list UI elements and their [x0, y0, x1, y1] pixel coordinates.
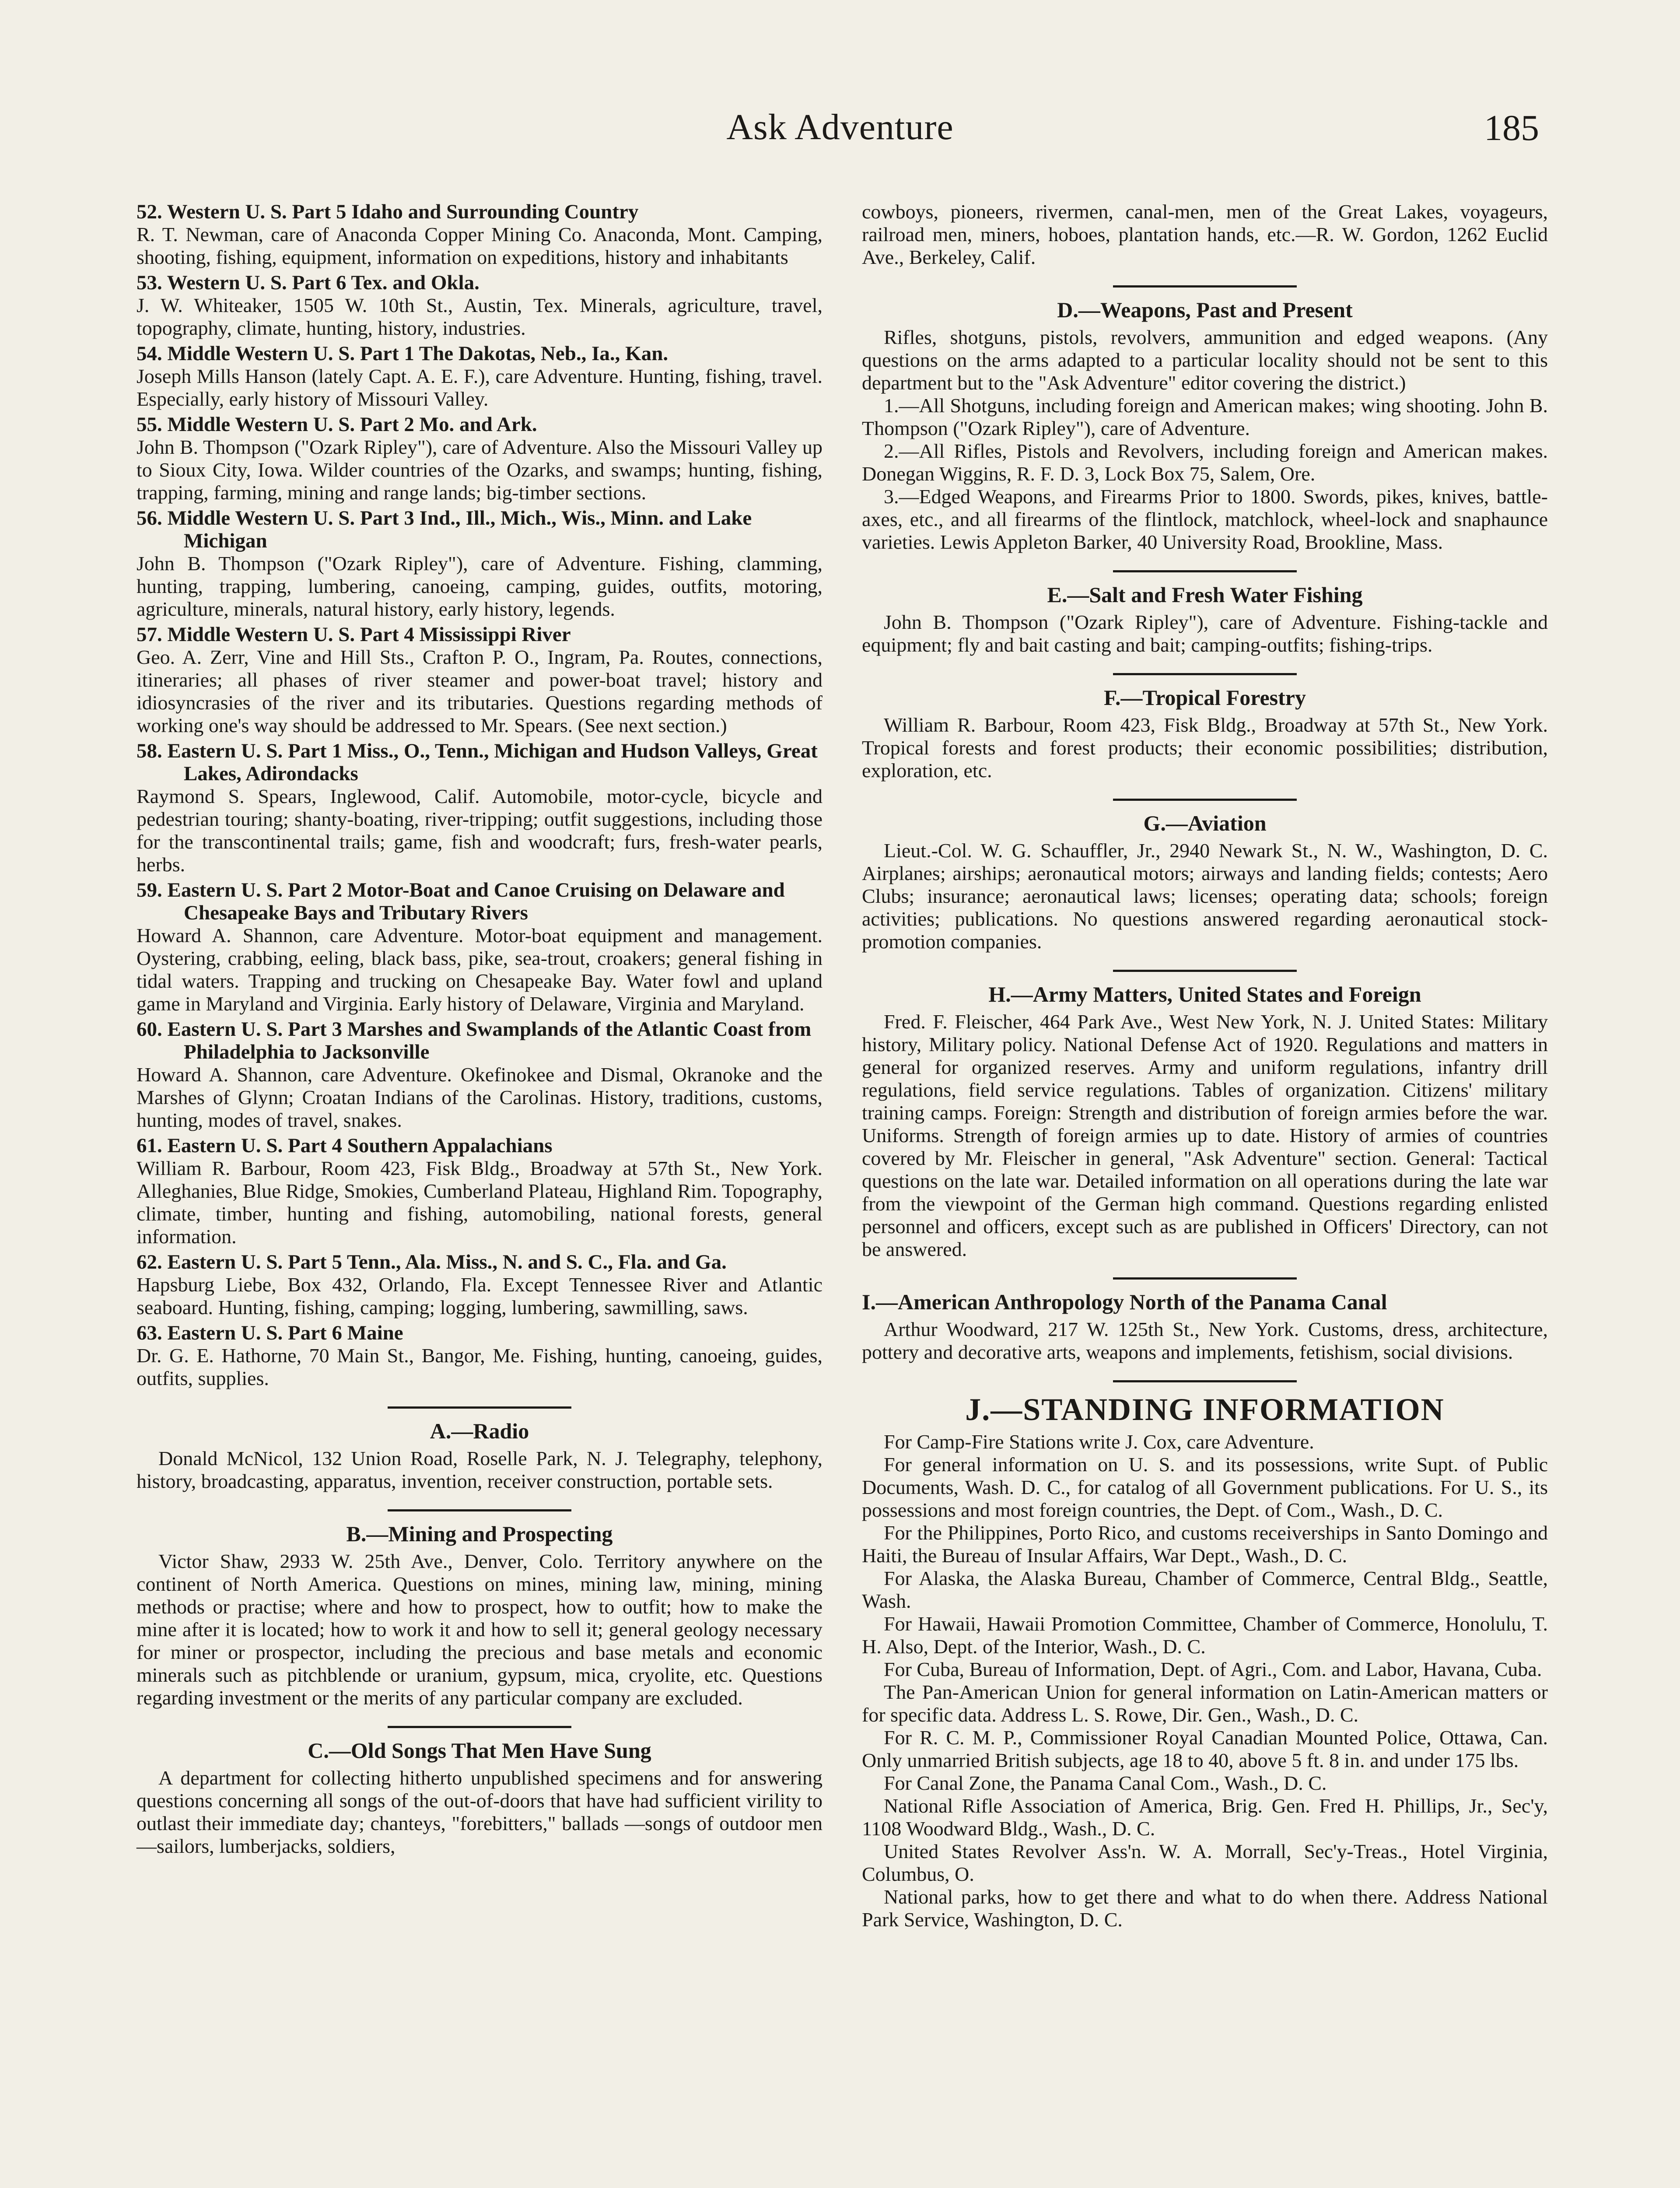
- section-divider: [1113, 673, 1297, 675]
- section-divider: [388, 1726, 571, 1728]
- entry-heading: 59. Eastern U. S. Part 2 Motor-Boat and Canoe Cruising on Delaware and Chesapeake Bays and Tributary Rivers: [136, 879, 785, 924]
- regional-entry: [136, 200, 822, 269]
- entry-heading: 52. Western U. S. Part 5 Idaho and Surrounding Country: [136, 200, 639, 223]
- regional-entry: [136, 413, 822, 504]
- section-paragraph: National parks, how to get there and what to do when there. Address National Park Service, Washington, D. C.: [862, 1886, 1548, 1931]
- section-paragraph: For R. C. M. P., Commissioner Royal Canadian Mounted Police, Ottawa, Can. Only unmarried British subjects, age 18 to 40, above 5 ft. 8 in. and under 175 lbs.: [862, 1726, 1548, 1771]
- entry-body: Geo. A. Zerr, Vine and Hill Sts., Crafton P. O., Ingram, Pa. Routes, connections, itineraries; all phases of river steamer and power-boat travel; history and idiosyncrasies of the river and its tributaries. Questions regarding methods of working one's way should be addressed to Mr. Spears. (See next section.): [136, 646, 822, 736]
- section-paragraph: Fred. F. Fleischer, 464 Park Ave., West New York, N. J. United States: Military history, Military policy. National Defense Act of 1920. Regulations and matters in general for organized reserves. Army and uniform regulations, infantry drill regulations, field service regulations. Tables of organization. Citizens' military training camps. Foreign: Strength and distribution of foreign armies before the war. Uniforms. Strength of foreign armies up to date. History of armies of countries covered by Mr. Fleischer in general, "Ask Adventure" section. General: Tactical questions on the late war. Detailed information on all operations during the late war from the viewpoint of the German high command. Questions regarding enlisted personnel and officers, except such as are published in Officers' Directory, can not be answered.: [862, 1010, 1548, 1260]
- entry-body: Howard A. Shannon, care Adventure. Motor-boat equipment and management. Oystering, crabbing, eeling, black bass, pike, sea-trout, croakers; general fishing in tidal waters. Trapping and trucking on Chesapeake Bay. Water fowl and upland game in Maryland and Virginia. Early history of Delaware, Virginia and Maryland.: [136, 924, 822, 1015]
- section-title: C.—Old Songs That Men Have Sung: [308, 1738, 651, 1763]
- entry-heading: 54. Middle Western U. S. Part 1 The Dakotas, Neb., Ia., Kan.: [136, 342, 668, 365]
- page-number: 185: [1484, 108, 1539, 148]
- topic-section: [862, 570, 1548, 656]
- section-divider: [1113, 285, 1297, 288]
- regional-entry: [136, 623, 822, 737]
- continuation-text: [862, 200, 1548, 269]
- regional-entry: [136, 271, 822, 340]
- regional-entry: [136, 1018, 822, 1132]
- section-paragraph: John B. Thompson ("Ozark Ripley"), care of Adventure. Fishing-tackle and equipment; fly and bait casting and bait; camping-outfits; fishing-trips.: [862, 611, 1548, 656]
- left-column: [136, 200, 822, 1860]
- section-paragraph: For general information on U. S. and its possessions, write Supt. of Public Documents, Wash. D. C., for catalog of all Government publications. For U. S., its possessions and most foreign countries, the Dept. of Com., Wash., D. C.: [862, 1453, 1548, 1521]
- regional-entry: [136, 879, 822, 1015]
- section-divider: [388, 1509, 571, 1511]
- topic-section: [862, 799, 1548, 953]
- section-paragraph: For Camp-Fire Stations write J. Cox, care Adventure.: [884, 1431, 1314, 1453]
- topic-section: [136, 1726, 822, 1858]
- section-divider: [1113, 970, 1297, 972]
- entry-body: Hapsburg Liebe, Box 432, Orlando, Fla. Except Tennessee River and Atlantic seaboard. Hunting, fishing, camping; logging, lumbering, sawmilling, saws.: [136, 1273, 822, 1318]
- entry-heading: 60. Eastern U. S. Part 3 Marshes and Swamplands of the Atlantic Coast from Philadelphia to Jacksonville: [136, 1018, 812, 1063]
- section-title: A.—Radio: [430, 1419, 529, 1443]
- section-paragraph: National Rifle Association of America, Brig. Gen. Fred H. Phillips, Jr., Sec'y, 1108 Woodward Bldg., Wash., D. C.: [862, 1795, 1548, 1840]
- entry-heading: 56. Middle Western U. S. Part 3 Ind., Ill., Mich., Wis., Minn. and Lake Michigan: [136, 507, 752, 552]
- section-title: D.—Weapons, Past and Present: [1057, 298, 1353, 322]
- entry-body: William R. Barbour, Room 423, Fisk Bldg., Broadway at 57th St., New York. Alleghanies, Blue Ridge, Smokies, Cumberland Plateau, Highland Rim. Topography, climate, timber, hunting and fishing, automobiling, national forests, general information.: [136, 1157, 822, 1248]
- entry-body: John B. Thompson ("Ozark Ripley"), care of Adventure. Fishing, clamming, hunting, trapping, lumbering, canoeing, camping, guides, outfits, motoring, agriculture, minerals, natural history, early history, legends.: [136, 552, 822, 620]
- topic-sections-right: [862, 285, 1548, 1931]
- regional-entry: [136, 740, 822, 876]
- section-paragraph: 2.—All Rifles, Pistols and Revolvers, including foreign and American makes. Donegan Wiggins, R. F. D. 3, Lock Box 75, Salem, Ore.: [862, 440, 1548, 485]
- section-paragraph: For Cuba, Bureau of Information, Dept. of Agri., Com. and Labor, Havana, Cuba.: [884, 1658, 1542, 1680]
- section-title: G.—Aviation: [1143, 811, 1267, 835]
- topic-section: [136, 1406, 822, 1493]
- entry-body: R. T. Newman, care of Anaconda Copper Mining Co. Anaconda, Mont. Camping, shooting, fishing, equipment, information on expeditions, history and inhabitants: [136, 223, 822, 268]
- section-title: F.—Tropical Forestry: [1104, 685, 1306, 710]
- page-title: Ask Adventure: [726, 107, 954, 147]
- entry-heading: 61. Eastern U. S. Part 4 Southern Appalachians: [136, 1134, 553, 1157]
- section-paragraph: The Pan-American Union for general information on Latin-American matters or for specific data. Address L. S. Rowe, Dir. Gen., Wash., D. C.: [862, 1681, 1548, 1726]
- section-paragraph: United States Revolver Ass'n. W. A. Morrall, Sec'y-Treas., Hotel Virginia, Columbus, O.: [862, 1840, 1548, 1885]
- section-paragraph: Lieut.-Col. W. G. Schauffler, Jr., 2940 Newark St., N. W., Washington, D. C. Airplanes; airships; aeronautical motors; airways and landing fields; contests; Aero Clubs; insurance; aeronautical laws; licenses; operating data; schools; foreign activities; publications. No questions answered regarding aeronautical stock-promotion companies.: [862, 839, 1548, 953]
- regional-entries: [136, 200, 822, 1390]
- entry-heading: 57. Middle Western U. S. Part 4 Mississippi River: [136, 623, 571, 646]
- regional-entry: [136, 342, 822, 410]
- topic-section: [862, 285, 1548, 554]
- section-title: H.—Army Matters, United States and Foreign: [988, 982, 1421, 1006]
- section-paragraph: For Hawaii, Hawaii Promotion Committee, Chamber of Commerce, Honolulu, T. H. Also, Dept. of the Interior, Wash., D. C.: [862, 1613, 1548, 1658]
- topic-section: [862, 970, 1548, 1261]
- topic-section: [862, 1380, 1548, 1931]
- regional-entry: [136, 1251, 822, 1319]
- right-column: [862, 200, 1548, 1934]
- section-paragraph: For Canal Zone, the Panama Canal Com., Wash., D. C.: [884, 1772, 1327, 1794]
- section-divider: [1113, 1380, 1297, 1382]
- topic-section: [136, 1509, 822, 1709]
- entry-body: Dr. G. E. Hathorne, 70 Main St., Bangor, Me. Fishing, hunting, canoeing, guides, outfits, supplies.: [136, 1344, 822, 1389]
- regional-entry: [136, 507, 822, 621]
- entry-body: Howard A. Shannon, care Adventure. Okefinokee and Dismal, Okranoke and the Marshes of Glynn; Croatan Indians of the Carolinas. History, traditions, customs, hunting, modes of travel, snakes.: [136, 1063, 822, 1131]
- section-title: B.—Mining and Prospecting: [346, 1522, 613, 1546]
- regional-entry: [136, 1322, 822, 1390]
- entry-heading: 55. Middle Western U. S. Part 2 Mo. and Ark.: [136, 413, 537, 436]
- section-divider: [1113, 570, 1297, 572]
- section-divider: [1113, 1277, 1297, 1280]
- section-divider: [1113, 799, 1297, 801]
- section-body: Donald McNicol, 132 Union Road, Roselle Park, N. J. Telegraphy, telephony, history, broadcasting, apparatus, invention, receiver construction, portable sets.: [136, 1447, 822, 1492]
- section-title: J.—STANDING INFORMATION: [965, 1392, 1445, 1427]
- section-paragraph: Arthur Woodward, 217 W. 125th St., New York. Customs, dress, architecture, pottery and decorative arts, weapons and implements, fetishism, social divisions.: [862, 1318, 1548, 1363]
- section-title: E.—Salt and Fresh Water Fishing: [1047, 582, 1363, 607]
- entry-body: Raymond S. Spears, Inglewood, Calif. Automobile, motor-cycle, bicycle and pedestrian touring; shanty-boating, river-tripping; outfit suggestions, including those for the transcontinental trails; game, fish and woodcraft; furs, fresh-water pearls, herbs.: [136, 785, 822, 876]
- entry-heading: 58. Eastern U. S. Part 1 Miss., O., Tenn., Michigan and Hudson Valleys, Great Lakes, Adirondacks: [136, 740, 818, 785]
- regional-entry: [136, 1134, 822, 1248]
- section-body: Victor Shaw, 2933 W. 25th Ave., Denver, Colo. Territory anywhere on the continent of North America. Questions on mines, mining law, mining, mining methods or practise; where and how to prospect, how to outfit; how to make the mine after it is located; how to work it and how to sell it; general geology necessary for miner or prospector, including the precious and base metals and economic minerals such as pitchblende or uranium, gypsum, mica, cryolite, etc. Questions regarding investment or the merits of any particular company are excluded.: [136, 1550, 822, 1709]
- section-title: I.—American Anthropology North of the Panama Canal: [862, 1290, 1387, 1314]
- entry-heading: 63. Eastern U. S. Part 6 Maine: [136, 1322, 403, 1344]
- section-body: A department for collecting hitherto unpublished specimens and for answering questions concerning all songs of the out-of-doors that have had sufficient virility to outlast their immediate day; chanteys, "forebitters," ballads —songs of outdoor men—sailors, lumberjacks, soldiers,: [136, 1767, 822, 1857]
- entry-heading: 62. Eastern U. S. Part 5 Tenn., Ala. Miss., N. and S. C., Fla. and Ga.: [136, 1251, 727, 1273]
- entry-body: Joseph Mills Hanson (lately Capt. A. E. F.), care Adventure. Hunting, fishing, travel. Especially, early history of Missouri Valley.: [136, 365, 822, 410]
- continuation-paragraph: cowboys, pioneers, rivermen, canal-men, men of the Great Lakes, voyageurs, railroad men, miners, hoboes, plantation hands, etc.—R. W. Gordon, 1262 Euclid Ave., Berkeley, Calif.: [862, 200, 1548, 268]
- section-paragraph: For Alaska, the Alaska Bureau, Chamber of Commerce, Central Bldg., Seattle, Wash.: [862, 1567, 1548, 1612]
- section-paragraph: William R. Barbour, Room 423, Fisk Bldg., Broadway at 57th St., New York. Tropical forests and forest products; their economic possibilities; distribution, exploration, etc.: [862, 714, 1548, 782]
- section-paragraph: 1.—All Shotguns, including foreign and American makes; wing shooting. John B. Thompson ("Ozark Ripley"), care of Adventure.: [862, 394, 1548, 439]
- topic-section: [862, 1277, 1548, 1364]
- section-paragraph: 3.—Edged Weapons, and Firearms Prior to 1800. Swords, pikes, knives, battle-axes, etc., and all firearms of the flintlock, matchlock, wheel-lock and snaphaunce varieties. Lewis Appleton Barker, 40 University Road, Brookline, Mass.: [862, 485, 1548, 553]
- topic-section: [862, 673, 1548, 782]
- entry-body: J. W. Whiteaker, 1505 W. 10th St., Austin, Tex. Minerals, agriculture, travel, topography, climate, hunting, history, industries.: [136, 294, 822, 339]
- topic-sections-left: [136, 1406, 822, 1858]
- section-paragraph: For the Philippines, Porto Rico, and customs receiverships in Santo Domingo and Haiti, the Bureau of Insular Affairs, War Dept., Wash., D. C.: [862, 1522, 1548, 1567]
- entry-heading: 53. Western U. S. Part 6 Tex. and Okla.: [136, 271, 480, 294]
- section-divider: [388, 1406, 571, 1409]
- entry-body: John B. Thompson ("Ozark Ripley"), care of Adventure. Also the Missouri Valley up to Sioux City, Iowa. Wilder countries of the Ozarks, and swamps; hunting, fishing, trapping, farming, mining and range lands; big-timber sections.: [136, 436, 822, 504]
- section-paragraph: Rifles, shotguns, pistols, revolvers, ammunition and edged weapons. (Any questions on the arms adapted to a particular locality should not be sent to this department but to the "Ask Adventure" editor covering the district.): [862, 326, 1548, 394]
